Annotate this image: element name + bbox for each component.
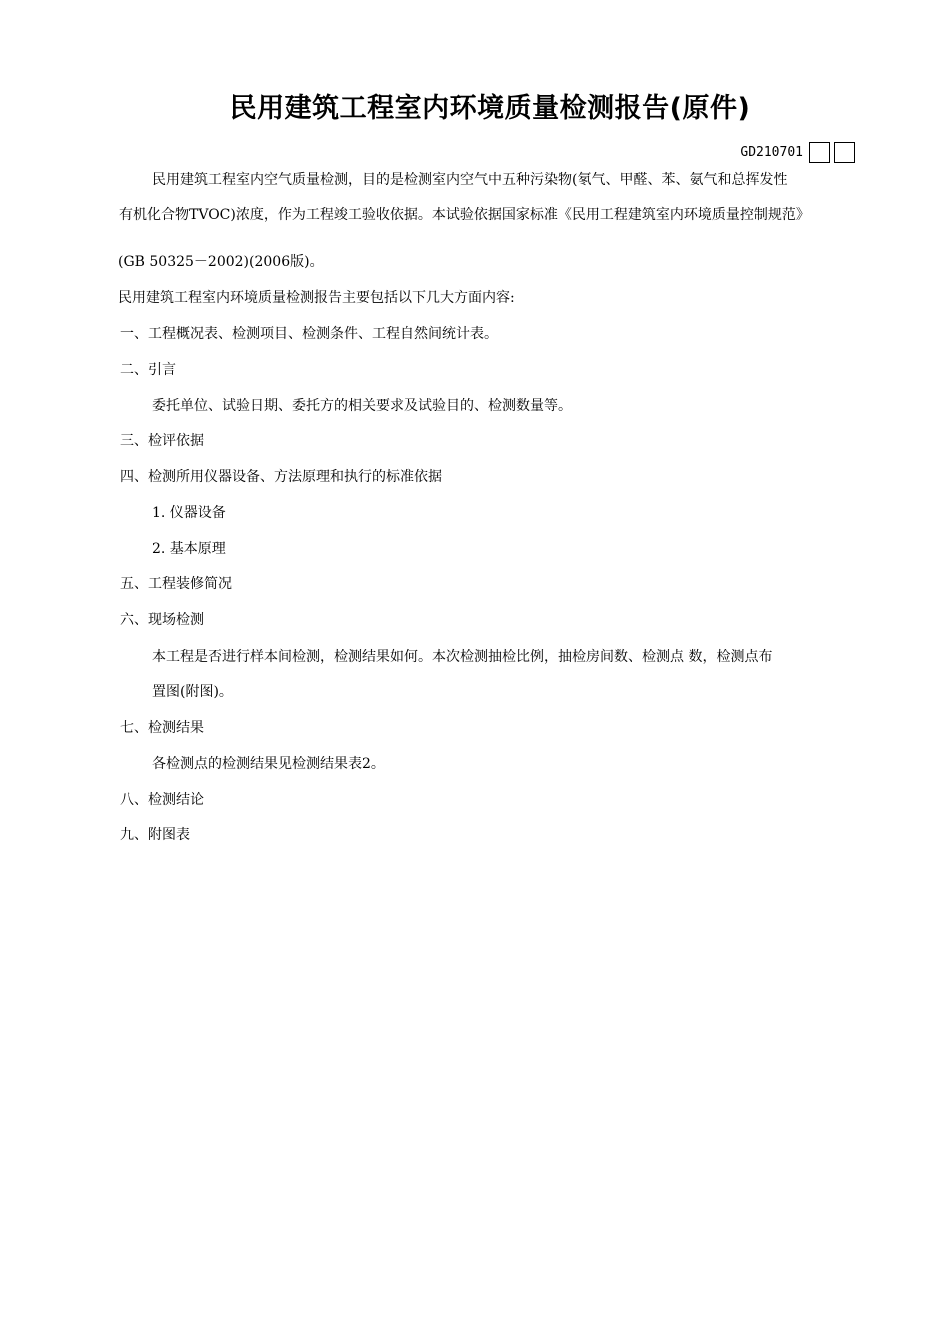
code-box-2 [834,142,855,163]
intro-paragraph-line-3: (GB 50325－2002)(2006版)。 [118,254,324,270]
section-7-body: 各检测点的检测结果见检测结果表2。 [152,756,385,772]
section-3-heading: 三、检评依据 [120,433,204,449]
summary-text: 民用建筑工程室内环境质量检测报告主要包括以下几大方面内容: [118,290,515,306]
document-code [740,140,855,164]
section-4-heading: 四、检测所用仪器设备、方法原理和执行的标准依据 [120,469,442,485]
section-6-heading: 六、现场检测 [120,612,204,628]
section-6-body-line-2: 置图(附图)。 [152,684,233,700]
document-code-text: GD210701 [740,144,803,160]
intro-paragraph-line-1: 民用建筑工程室内空气质量检测，目的是检测室内空气中五种污染物(氡气、甲醛、苯、氨气和总挥发性 [152,172,788,188]
section-5-heading: 五、工程装修简况 [120,576,232,592]
intro-paragraph-line-2: 有机化合物TVOC)浓度，作为工程竣工验收依据。本试验依据国家标准《民用工程建筑室内环境质量控制规范》 [119,207,810,223]
section-4-item-1: 1. 仪器设备 [152,505,226,521]
section-4-item-2: 2. 基本原理 [152,541,226,557]
section-8-heading: 八、检测结论 [120,792,204,808]
section-6-body-line-1: 本工程是否进行样本间检测，检测结果如何。本次检测抽检比例，抽检房间数、检测点 数，检测点布 [152,649,773,665]
section-2-heading: 二、引言 [120,362,176,378]
section-7-heading: 七、检测结果 [120,720,204,736]
section-2-body: 委托单位、试验日期、委托方的相关要求及试验目的、检测数量等。 [152,398,572,414]
code-box-1 [809,142,830,163]
page-title: 民用建筑工程室内环境质量检测报告(原件) [229,93,751,124]
section-9-heading: 九、附图表 [120,827,190,843]
section-1-heading: 一、工程概况表、检测项目、检测条件、工程自然间统计表。 [120,326,498,342]
